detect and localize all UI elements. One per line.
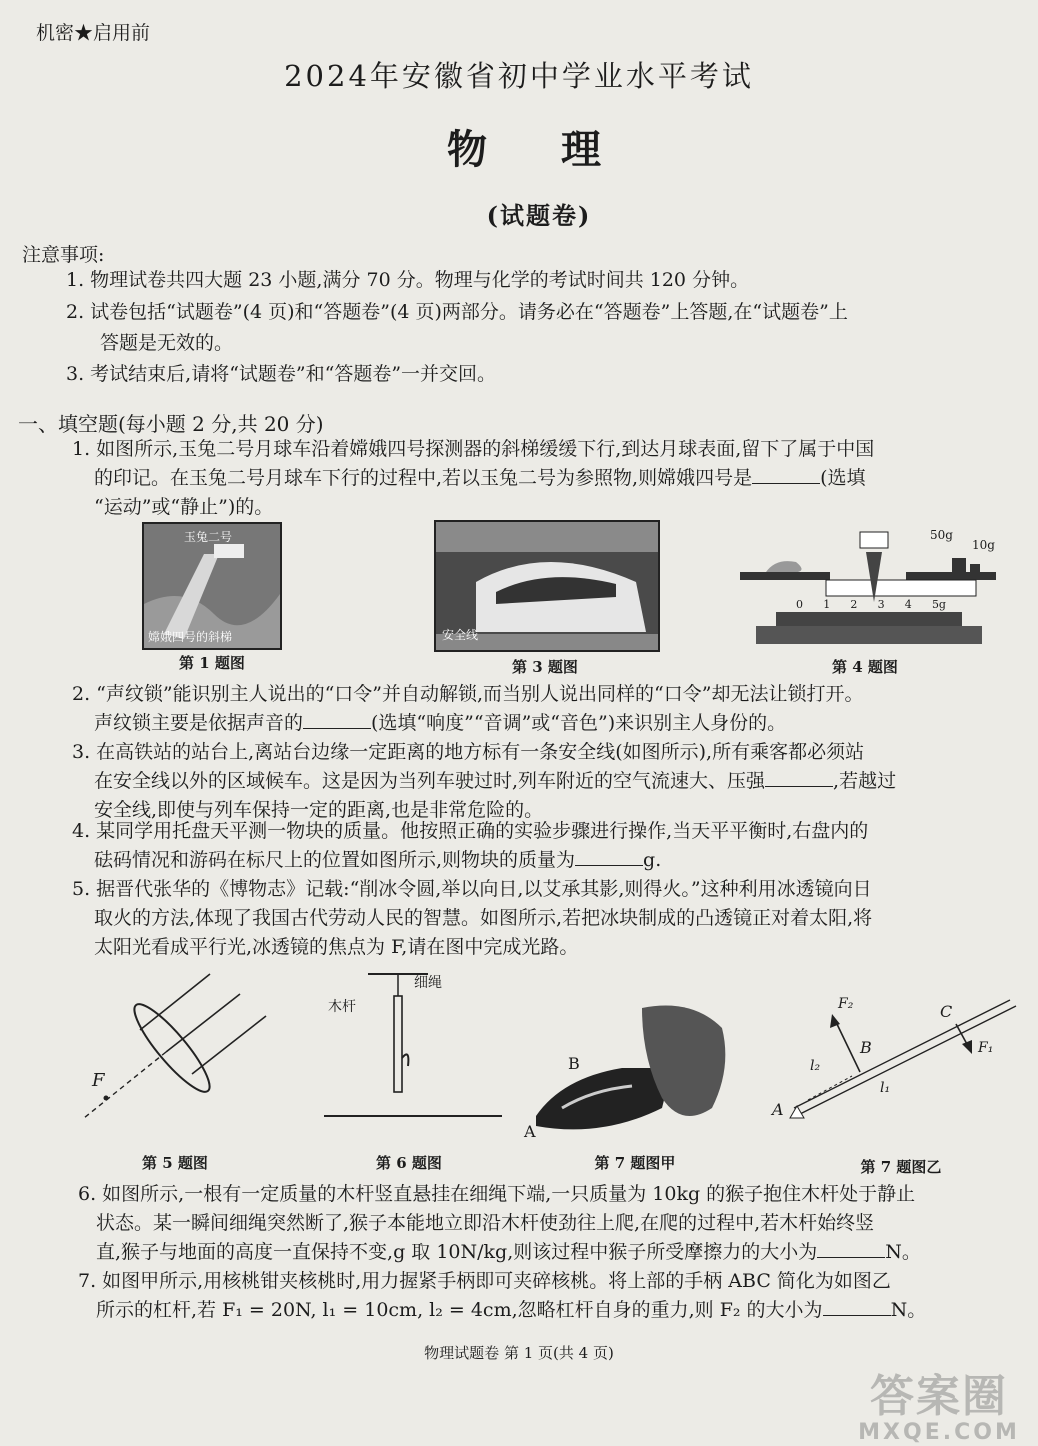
point-label: B <box>860 1038 872 1057</box>
watermark-url: MXQE.COM <box>858 1420 1020 1445</box>
figure-5-lens <box>80 968 280 1128</box>
figure-4-balance <box>736 522 1000 652</box>
answer-blank[interactable] <box>817 1239 885 1258</box>
question-2-line: 声纹锁主要是依据声音的 (选填“响度”“音调”或“音色”)来识别主人身份的。 <box>94 712 787 734</box>
note-item: 1. 物理试卷共四大题 23 小题,满分 70 分。物理与化学的考试时间共 120 分钟。 <box>66 269 750 291</box>
note-item: 答题是无效的。 <box>100 332 234 354</box>
answer-blank[interactable] <box>303 710 371 729</box>
confidential-label: 机密★启用前 <box>36 22 151 44</box>
watermark <box>854 1360 1024 1445</box>
question-4-line: 砝码情况和游码在标尺上的位置如图所示,则物块的质量为 g. <box>94 849 662 871</box>
focus-label: F <box>92 1070 105 1091</box>
figure-3-photo <box>434 520 660 652</box>
section-title: 一、填空题(每小题 2 分,共 20 分) <box>18 412 324 436</box>
figure-1-label: 玉兔二号 <box>184 530 233 544</box>
page-footer: 物理试题卷 第 1 页(共 4 页) <box>424 1344 614 1362</box>
scale-tick: 3 <box>877 598 885 611</box>
question-6-line: 状态。某一瞬间细绳突然断了,猴子本能地立即沿木杆使劲往上爬,在爬的过程中,若木杆始终竖 <box>96 1212 875 1234</box>
point-label: B <box>568 1054 580 1073</box>
answer-blank[interactable] <box>752 465 820 484</box>
figure-caption: 第 3 题图 <box>512 658 578 676</box>
point-label: A <box>524 1122 536 1141</box>
question-1-line: 1. 如图所示,玉兔二号月球车沿着嫦娥四号探测器的斜梯缓缓下行,到达月球表面,留下了属于中国 <box>72 438 875 460</box>
question-5-line: 太阳光看成平行光,冰透镜的焦点为 F,请在图中完成光路。 <box>94 936 579 958</box>
question-1-line: 的印记。在玉兔二号月球车下行的过程中,若以玉兔二号为参照物,则嫦娥四号是 (选填 <box>94 467 866 489</box>
figure-7b-lever <box>770 996 1020 1126</box>
exam-title: 2024年安徽省初中学业水平考试 <box>284 59 754 93</box>
rope-label: 细绳 <box>414 975 442 991</box>
arm-label: l₂ <box>810 1058 821 1074</box>
figure-caption: 第 7 题图乙 <box>860 1158 942 1176</box>
scale-tick: 0 <box>796 598 803 611</box>
point-label: C <box>940 1002 953 1021</box>
figure-7a-photo <box>522 998 734 1148</box>
weight-label: 50g <box>930 528 953 542</box>
pole-label: 木杆 <box>328 999 356 1015</box>
question-6-line: 直,猴子与地面的高度一直保持不变,g 取 10N/kg,则该过程中猴子所受摩擦力的大小为 N。 <box>96 1241 921 1263</box>
answer-blank[interactable] <box>765 768 833 787</box>
scale-tick: 4 <box>904 598 912 611</box>
figure-3-label: 安全线 <box>442 628 479 642</box>
figure-caption: 第 1 题图 <box>179 654 245 672</box>
force-label: F₂ <box>838 996 854 1012</box>
answer-blank[interactable] <box>823 1297 891 1316</box>
question-5-line: 5. 据晋代张华的《博物志》记载:“削冰令圆,举以向日,以艾承其影,则得火。”这种利用冰透镜向日 <box>72 878 872 900</box>
question-5-line: 取火的方法,体现了我国古代劳动人民的智慧。如图所示,若把冰块制成的凸透镜正对着太阳,将 <box>94 907 873 929</box>
figure-caption: 第 6 题图 <box>376 1154 442 1172</box>
force-label: F₁ <box>978 1040 994 1056</box>
question-4-line: 4. 某同学用托盘天平测一物块的质量。他按照正确的实验步骤进行操作,当天平平衡时,右盘内的 <box>72 820 869 842</box>
question-7-line: 所示的杠杆,若 F₁ = 20N, l₁ = 10cm, l₂ = 4cm,忽略杠杆自身的重力,则 F₂ 的大小为 N。 <box>96 1299 927 1321</box>
arm-label: l₁ <box>880 1080 891 1096</box>
figure-caption: 第 4 题图 <box>832 658 898 676</box>
scale-tick: 2 <box>850 598 858 611</box>
scale-tick: 1 <box>823 598 831 611</box>
question-3-line: 在安全线以外的区域候车。这是因为当列车驶过时,列车附近的空气流速大、压强 ,若越过 <box>94 770 897 792</box>
notes-heading: 注意事项: <box>22 244 105 266</box>
question-6-line: 6. 如图所示,一根有一定质量的木杆竖直悬挂在细绳下端,一只质量为 10kg 的猴子抱住木杆处于静止 <box>78 1183 916 1205</box>
figure-caption: 第 7 题图甲 <box>594 1154 676 1172</box>
rider-scale <box>796 598 946 611</box>
figure-caption: 第 5 题图 <box>142 1154 208 1172</box>
watermark-logo-text: 答案圈 <box>870 1371 1008 1422</box>
question-7-line: 7. 如图甲所示,用核桃钳夹核桃时,用力握紧手柄即可夹碎核桃。将上部的手柄 ABC 简化为如图乙 <box>78 1270 891 1292</box>
scale-tick: 5g <box>931 598 946 611</box>
figure-1-photo <box>142 522 282 650</box>
subject-title: 物 理 <box>447 126 631 173</box>
note-item: 2. 试卷包括“试题卷”(4 页)和“答题卷”(4 页)两部分。请务必在“答题卷”上答题,在“试题卷”上 <box>66 301 848 323</box>
question-3-line: 安全线,即使与列车保持一定的距离,也是非常危险的。 <box>94 799 544 821</box>
figure-1-label: 嫦娥四号的斜梯 <box>148 630 233 644</box>
figure-6-pole <box>318 966 508 1134</box>
question-1-line: “运动”或“静止”)的。 <box>94 496 274 518</box>
answer-blank[interactable] <box>575 847 643 866</box>
weight-label: 10g <box>972 538 995 552</box>
note-item: 3. 考试结束后,请将“试题卷”和“答题卷”一并交回。 <box>66 363 497 385</box>
question-3-line: 3. 在高铁站的站台上,离站台边缘一定距离的地方标有一条安全线(如图所示),所有乘客都必须站 <box>72 741 865 763</box>
question-2-line: 2. “声纹锁”能识别主人说出的“口令”并自动解锁,而当别人说出同样的“口令”却无法让锁打开。 <box>72 683 864 705</box>
point-label: A <box>772 1100 784 1119</box>
booklet-label: (试题卷) <box>486 201 592 230</box>
